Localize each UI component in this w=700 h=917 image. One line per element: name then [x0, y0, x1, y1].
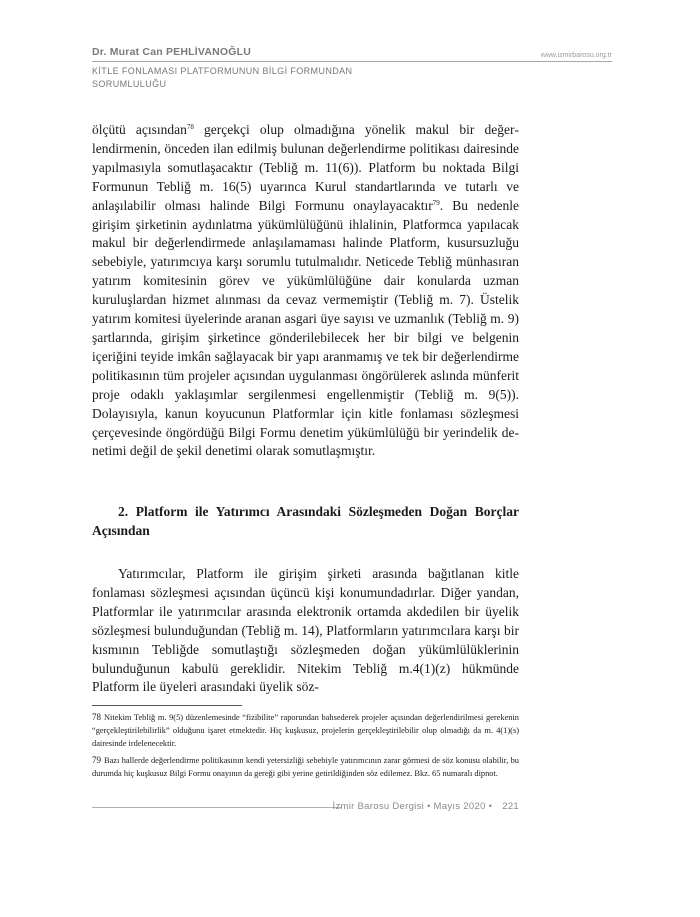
- running-title: KİTLE FONLAMASI PLATFORMUNUN BİLGİ FORMUNDAN SORUMLULUĞU: [92, 66, 353, 89]
- footnote-number: 79: [92, 755, 101, 765]
- footer-rule: [92, 807, 342, 808]
- section-heading: 2. Platform ile Yatırımcı Arasındaki Sözleşmeden Doğan Borçlar Açısından: [92, 504, 519, 538]
- footnote-text: Nitekim Tebliğ m. 9(5) düzenlemesinde “fizibilite” raporundan bahsederek projeler açısından değerlendirilmesi gerekenin “gerçekleştirilebilirlik” olduğunu işaret etmektedir. Hiç kuşkusuz, projelerin gerçekleştirilebilir olup olmadığı da m. 4(1)(s) dairesinde irdelenecektir.: [92, 713, 519, 749]
- p1-text-b: gerçekçi olup olmadığına yönelik makul bir değerlendirmenin, önceden ilan edilmiş bulunan değerlendirme politikası dairesinde yapılmasıyla somutlaşacaktır (Tebliğ m. 11(6)). Platform bu noktada Bilgi Formunun Tebliğ m. 16(5) uyarınca Kurul standartlarında ve tutarlı ve anlaşılabilir olması halinde Bilgi Formunu onaylayacaktır: [92, 122, 519, 213]
- footnote-79: [92, 754, 519, 780]
- running-header: [92, 46, 612, 89]
- page-number: 221: [502, 801, 519, 812]
- footnote-ref-78: 78: [186, 123, 194, 131]
- footnote-ref-79: 79: [432, 198, 440, 207]
- body-paragraph-2: Yatırımcılar, Platform ile girişim şirketi arasında bağıtlanan kitle fonlaması sözleşmesi açısından üçüncü kişi konumundadırlar. Diğer yandan, Platformlar ile yatırımcılar arasında elektronik ortamda akdedilen bir üyelik sözleşmesi bulunduğundan (Tebliğ m. 14), Platformların yatırımcılara karşı bir kısmının Tebliğde somutlaştığı sözleşmeden doğan yükümlülüklerinin bulunduğunun kabulü gereklidir. Nitekim Tebliğ m.4(1)(z) hükmünde Platform ile üyeleri arasındaki üyelik söz-: [92, 566, 519, 695]
- footnote-separator: [92, 705, 242, 706]
- author-name: Dr. Murat Can PEHLİVANOĞLU: [92, 46, 252, 58]
- header-url: www.izmirbarosu.org.tr: [540, 52, 612, 59]
- page-footer: [92, 801, 519, 821]
- footnote-78: [92, 711, 519, 750]
- p1-text-c: . Bu nedenle girişim şirketinin aydınlatma yükümlülüğünü ihlalinin, Platformca yapılacak makul bir değerlendirmede anlaşılamaması halinde Platform, kusursuzluğu sebebiyle, yatırımcıya karşı sorumlu tutulmalıdır. Neticede Tebliğ münhasıran yatırım komitesinin görev ve yükümlülüğüne dair konularda uzman kuruluşlardan hizmet alınması da cevaz vermemiştir (Tebliğ m. 7). Üstelik yatırım komitesi üyelerinde aranan asgari üye sayısı ve uzmanlık (Tebliğ m. 9) şartlarında, girişim şirketince gönderilebilecek her bir bilgi ve belgenin içeriğini teyide imkân sağlayacak bir yapı aranmamış ve tek bir değerlendirme politikasının tüm projeler açısından uygulanması öngörülerek aslında münferit proje odaklı yaklaşımlar sergilenmesi engellenmiştir (Tebliğ m. 9(5)). Dolayısıyla, kanun koyucunun Platformlar için kitle fonlaması sözleşmesi çerçevesinde öngördüğü Bilgi Formu denetim yükümlülüğü bir yerindelik denetimi değil de şekil denetimi olarak somutlaşmıştır.: [92, 197, 520, 459]
- footer-text: [333, 801, 519, 812]
- p1-text-a: ölçütü açısından: [92, 122, 187, 137]
- footnote-number: 78: [92, 712, 101, 722]
- body-paragraph-1: [92, 121, 519, 461]
- footnote-text: Bazı hallerde değerlendirme politikasının kendi yetersizliği sebebiyle yatırımcının zarar görmesi de söz konusu olabilir, bu durumda hiç kuşkusuz Bilgi Formu onayının da gereği gibi yerine getirildiğinden söz edilemez. Bkz. 65 numaralı dipnot.: [92, 756, 519, 779]
- journal-name: İzmir Barosu Dergisi • Mayıs 2020 •: [332, 801, 493, 812]
- header-rule: [92, 61, 612, 62]
